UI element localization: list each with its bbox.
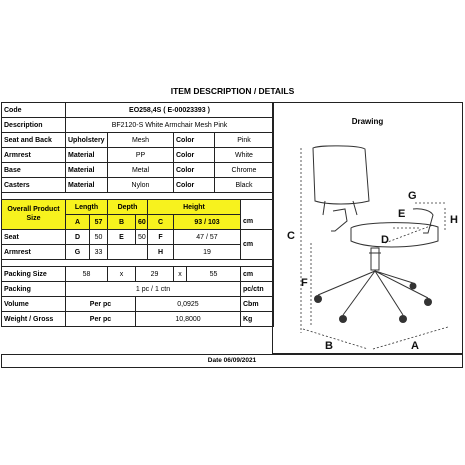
armrest-label: Armrest bbox=[2, 148, 66, 163]
seat-outline bbox=[351, 223, 438, 247]
dim-c-label: C bbox=[287, 230, 295, 242]
volume-label: Volume bbox=[2, 297, 66, 312]
volume-unit: Cbm bbox=[241, 297, 274, 312]
casters-material-value: Nylon bbox=[108, 178, 174, 193]
date-footer: Date 06/09/2021 bbox=[1, 354, 463, 368]
sheet-title: ITEM DESCRIPTION / DETAILS bbox=[170, 86, 295, 96]
dim-h-letter: H bbox=[148, 245, 174, 260]
volume-per: Per pc bbox=[66, 297, 136, 312]
armrest-material-key: Material bbox=[66, 148, 108, 163]
dim-h-label: H bbox=[450, 214, 458, 226]
volume-value: 0,0925 bbox=[136, 297, 241, 312]
dim-c-letter: C bbox=[148, 215, 174, 230]
packing-size-width: 29 bbox=[136, 267, 174, 282]
length-header: Length bbox=[66, 200, 108, 215]
base-material-key: Material bbox=[66, 163, 108, 178]
armrest-dims-label: Armrest bbox=[2, 245, 66, 260]
packing-value: 1 pc / 1 ctn bbox=[66, 282, 241, 297]
dim-c-value: 93 / 103 bbox=[174, 215, 241, 230]
seat-color-value: Pink bbox=[215, 133, 274, 148]
dim-e-value: 50 bbox=[136, 230, 148, 245]
packing-size-x1: x bbox=[108, 267, 136, 282]
dim-b-label: B bbox=[325, 340, 333, 352]
casters-row bbox=[2, 178, 274, 193]
dim-a-label: A bbox=[411, 340, 419, 352]
dim-b-value: 60 bbox=[136, 215, 148, 230]
armrest-row bbox=[2, 148, 274, 163]
caster-1 bbox=[314, 295, 322, 303]
packing-size-label: Packing Size bbox=[2, 267, 66, 282]
packing-row bbox=[2, 282, 274, 297]
dim-h-value: 19 bbox=[174, 245, 241, 260]
seat-dims-row bbox=[2, 230, 274, 245]
dim-f-value: 47 / 57 bbox=[174, 230, 241, 245]
backrest-outline bbox=[313, 146, 369, 204]
dim-d-label: D bbox=[381, 234, 389, 246]
dim-e-letter: E bbox=[108, 230, 136, 245]
volume-row bbox=[2, 297, 274, 312]
spacer-row bbox=[2, 193, 274, 200]
description-label: Description bbox=[2, 118, 66, 133]
armrest-color-key: Color bbox=[174, 148, 215, 163]
casters-label: Casters bbox=[2, 178, 66, 193]
armrest-dims-row bbox=[2, 245, 274, 260]
overall-size-label: Overall Product Size bbox=[2, 200, 66, 230]
dim-g-value: 33 bbox=[90, 245, 108, 260]
seat-upholstery-value: Mesh bbox=[108, 133, 174, 148]
packing-unit: pc/ctn bbox=[241, 282, 274, 297]
dim-e-label: E bbox=[398, 208, 406, 220]
description-row bbox=[2, 118, 274, 133]
dim-a-value: 57 bbox=[90, 215, 108, 230]
packing-size-unit: cm bbox=[241, 267, 274, 282]
drawing-panel bbox=[272, 102, 463, 354]
armrest-material-value: PP bbox=[108, 148, 174, 163]
seat-upholstery-key: Upholstery bbox=[66, 133, 108, 148]
dim-b-letter: B bbox=[108, 215, 136, 230]
height-header: Height bbox=[148, 200, 241, 215]
packing-size-row bbox=[2, 267, 274, 282]
casters-color-value: Black bbox=[215, 178, 274, 193]
description-value: BF2120-S White Armchair Mesh Pink bbox=[66, 118, 274, 133]
weight-per: Per pc bbox=[66, 312, 136, 327]
seat-color-key: Color bbox=[174, 133, 215, 148]
caster-2 bbox=[339, 315, 347, 323]
right-armrest bbox=[413, 209, 433, 233]
dim-g-label: G bbox=[408, 190, 417, 202]
left-armrest bbox=[331, 209, 347, 231]
seat-back-label: Seat and Back bbox=[2, 133, 66, 148]
base-color-key: Color bbox=[174, 163, 215, 178]
gas-lift bbox=[371, 248, 379, 270]
casters-color-key: Color bbox=[174, 178, 215, 193]
packing-size-height: 55 bbox=[187, 267, 241, 282]
dim-a-letter: A bbox=[66, 215, 90, 230]
code-value: EO258,4S ( E-00023393 ) bbox=[66, 103, 274, 118]
chair-drawing bbox=[273, 103, 464, 355]
packing-size-x2: x bbox=[174, 267, 187, 282]
casters-material-key: Material bbox=[66, 178, 108, 193]
chair-base bbox=[318, 271, 428, 315]
armrest-color-value: White bbox=[215, 148, 274, 163]
packing-size-length: 58 bbox=[66, 267, 108, 282]
overall-header-row bbox=[2, 200, 274, 215]
dim-d-value: 50 bbox=[90, 230, 108, 245]
seat-dims-unit: cm bbox=[241, 230, 274, 260]
spacer-row-2 bbox=[2, 260, 274, 267]
caster-5 bbox=[410, 283, 417, 290]
code-label: Code bbox=[2, 103, 66, 118]
base-color-value: Chrome bbox=[215, 163, 274, 178]
seat-dims-label: Seat bbox=[2, 230, 66, 245]
packing-label: Packing bbox=[2, 282, 66, 297]
base-label: Base bbox=[2, 163, 66, 178]
dim-f-label: F bbox=[301, 277, 308, 289]
weight-value: 10,8000 bbox=[136, 312, 241, 327]
dim-b-line bbox=[303, 329, 368, 349]
code-row bbox=[2, 103, 274, 118]
drawing-title: Drawing bbox=[351, 117, 384, 126]
base-row bbox=[2, 163, 274, 178]
weight-label: Weight / Gross bbox=[2, 312, 66, 327]
overall-unit: cm bbox=[241, 215, 274, 230]
dim-g-letter: G bbox=[66, 245, 90, 260]
weight-row bbox=[2, 312, 274, 327]
base-material-value: Metal bbox=[108, 163, 174, 178]
seat-back-row bbox=[2, 133, 274, 148]
spec-table bbox=[1, 102, 274, 327]
depth-header: Depth bbox=[108, 200, 148, 215]
spec-sheet bbox=[0, 84, 465, 374]
weight-unit: Kg bbox=[241, 312, 274, 327]
dim-f-letter: F bbox=[148, 230, 174, 245]
caster-4 bbox=[424, 298, 432, 306]
caster-3 bbox=[399, 315, 407, 323]
dim-d-letter: D bbox=[66, 230, 90, 245]
